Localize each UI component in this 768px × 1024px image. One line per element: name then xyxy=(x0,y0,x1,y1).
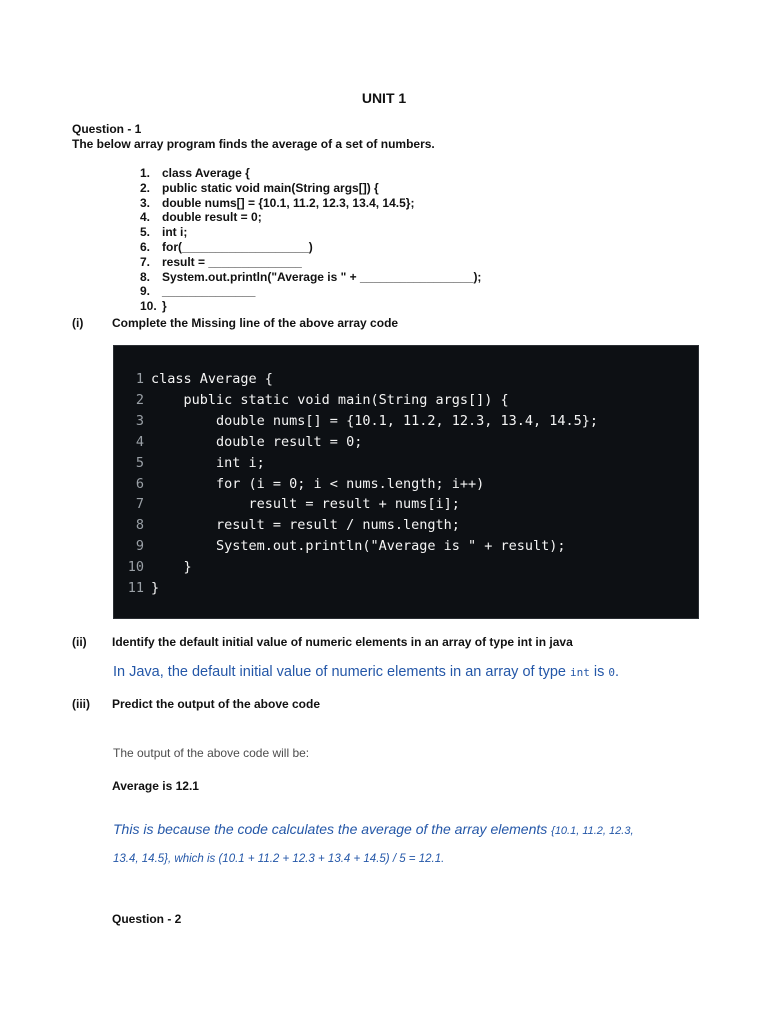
part-i-label: (i) xyxy=(72,316,84,330)
code-listing-line xyxy=(140,270,481,285)
question-1-label: Question - 1 xyxy=(72,122,142,136)
code-line: class Average { xyxy=(151,371,273,387)
part-ii-text: Identify the default initial value of numeric elements in an array of type int in java xyxy=(112,635,573,649)
code-listing-number: 7. xyxy=(140,254,151,269)
code-listing-text: public static void main(String args[]) { xyxy=(162,180,379,195)
code-line-number: 10 xyxy=(127,559,144,576)
answer-text-pre: In Java, the default initial value of numeric elements in an array of type xyxy=(113,664,570,680)
answer-text-post: . xyxy=(615,664,620,680)
code-listing-text: int i; xyxy=(162,225,188,240)
answer-type-code: int xyxy=(570,666,590,679)
code-listing-text: double nums[] = {10.1, 11.2, 12.3, 13.4, 14.5}; xyxy=(162,195,415,210)
code-listing-number: 2. xyxy=(140,180,151,195)
part-iii-text: Predict the output of the above code xyxy=(112,697,321,711)
code-line: double nums[] = {10.1, 11.2, 12.3, 13.4, 14.5}; xyxy=(151,412,599,429)
output-intro: The output of the above code will be: xyxy=(113,746,310,760)
part-ii-label: (ii) xyxy=(72,635,87,649)
code-block xyxy=(113,345,699,619)
code-line-number: 1 xyxy=(135,371,144,387)
code-line-number: 11 xyxy=(127,580,144,596)
code-line-number: 3 xyxy=(135,412,144,429)
code-line: } xyxy=(151,580,160,596)
question-1-description: The below array program finds the average of a set of numbers. xyxy=(72,137,435,151)
code-line-number: 5 xyxy=(135,454,144,471)
page-title: UNIT 1 xyxy=(361,90,407,106)
code-listing-line xyxy=(140,166,481,181)
question-2-label: Question - 2 xyxy=(112,912,182,926)
code-listing-number: 9. xyxy=(140,284,151,299)
explanation-array: {10.1, 11.2, 12.3, xyxy=(551,825,634,837)
code-line-number: 8 xyxy=(135,517,144,534)
code-listing-number: 5. xyxy=(140,225,151,240)
code-listing-text: System.out.println("Average is " + _________________); xyxy=(162,269,482,284)
code-listing-text: double result = 0; xyxy=(162,210,262,225)
code-line-number: 7 xyxy=(135,496,144,513)
code-listing-line xyxy=(140,284,481,299)
code-listing-number: 6. xyxy=(140,239,151,254)
code-line: for (i = 0; i < nums.length; i++) xyxy=(151,475,485,492)
code-listing-text: class Average { xyxy=(162,166,250,180)
code-line: result = result + nums[i]; xyxy=(151,496,460,513)
explanation-line-2: 13.4, 14.5}, which is (10.1 + 11.2 + 12.3 + 13.4 + 14.5) / 5 = 12.1. xyxy=(113,853,445,865)
code-line: double result = 0; xyxy=(151,433,363,450)
code-listing-line xyxy=(140,255,481,270)
code-listing-text: for(___________________) xyxy=(162,239,313,254)
code-listing-line xyxy=(140,225,481,240)
explanation-line-1 xyxy=(113,821,634,837)
code-listing-number: 10. xyxy=(140,299,157,314)
code-listing-line xyxy=(140,240,481,255)
code-line: } xyxy=(151,559,192,576)
part-ii-answer xyxy=(113,664,619,680)
code-listing xyxy=(140,166,481,314)
explanation-main: This is because the code calculates the average of the array elements xyxy=(113,821,552,837)
code-listing-text: } xyxy=(162,299,167,314)
code-listing-line xyxy=(140,299,481,314)
code-line-number: 6 xyxy=(135,475,144,492)
code-line: int i; xyxy=(151,454,265,471)
code-line: public static void main(String args[]) { xyxy=(151,391,509,408)
code-listing-text: result = ______________ xyxy=(162,254,302,269)
part-iii-label: (iii) xyxy=(72,697,90,711)
code-line: System.out.println("Average is " + result); xyxy=(151,538,566,555)
code-listing-number: 4. xyxy=(140,210,151,225)
code-listing-text: ______________ xyxy=(162,284,256,299)
answer-text-mid: is xyxy=(589,664,609,680)
code-line-number: 4 xyxy=(135,433,144,450)
code-listing-number: 1. xyxy=(140,166,151,180)
code-line-number: 2 xyxy=(135,391,144,408)
code-listing-number: 3. xyxy=(140,195,151,210)
code-line: result = result / nums.length; xyxy=(151,517,460,534)
code-listing-line xyxy=(140,210,481,225)
output-result: Average is 12.1 xyxy=(112,779,199,793)
answer-value-code: 0 xyxy=(608,666,616,679)
code-listing-line xyxy=(140,181,481,196)
code-listing-line xyxy=(140,196,481,211)
code-line-number: 9 xyxy=(135,538,144,555)
code-listing-number: 8. xyxy=(140,269,151,284)
part-i-text: Complete the Missing line of the above array code xyxy=(112,316,399,330)
